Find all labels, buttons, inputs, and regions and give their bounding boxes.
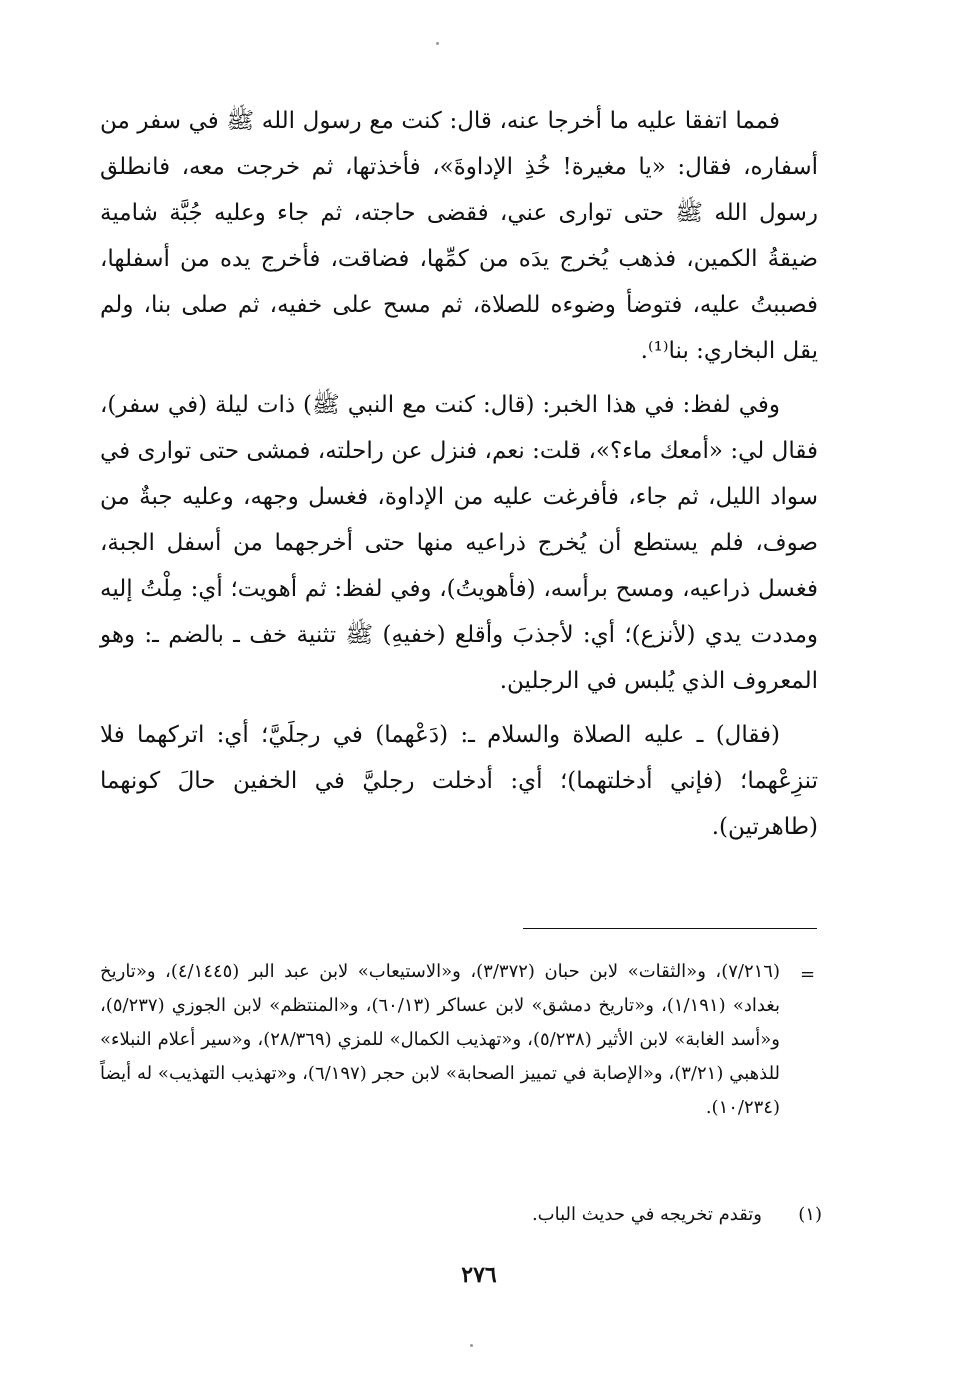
footnote-1-text: وتقدم تخريجه في حديث الباب.: [531, 1204, 762, 1225]
scan-speck: [470, 1344, 473, 1347]
main-text: [100, 98, 818, 858]
footnote-separator: [523, 928, 817, 929]
page-number: ٢٧٦: [461, 1262, 497, 1288]
footnote-continuation: (٧/٢١٦)، و«الثقات» لابن حبان (٣/٣٧٢)، و«الاستيعاب» لابن عبد البر (٤/١٤٤٥)، و«تاريخ بغداد» (١/١٩١)، و«تاريخ دمشق» لابن عساكر (٦٠/١٣)، و«المنتظم» لابن الجوزي (٥/٢٣٧)، و«أسد الغابة» لابن الأثير (٥/٢٣٨)، و«تهذيب الكمال» للمزي (٢٨/٣٦٩)، و«سير أعلام النبلاء» للذهبي (٣/٢١)، و«الإصابة في تمييز الصحابة» لابن حجر (٦/١٩٧)، و«تهذيب التهذيب» له أيضاً (١٠/٢٣٤).: [100, 961, 781, 1118]
paragraph-1: فمما اتفقا عليه ما أخرجا عنه، قال: كنت مع رسول الله ﷺ في سفر من أسفاره، فقال: «يا مغيرة! خُذِ الإداوةَ»، فأخذتها، ثم خرجت معه، فانطلق رسول الله ﷺ حتى توارى عني، فقضى حاجته، ثم جاء وعليه جُبَّة شامية ضيقةُ الكمين، فذهب يُخرج يدَه من كمِّها، فضاقت، فأخرج يده من أسفلها، فصببتُ عليه، فتوضأ وضوءه للصلاة، ثم مسح على خفيه، ثم صلى بنا، ولم يقل البخاري: بنا⁽¹⁾.: [100, 108, 818, 364]
footnote-1-number: (١): [798, 1204, 822, 1225]
paragraph-2: وفي لفظ: في هذا الخبر: (قال: كنت مع النبي ﷺ) ذات ليلة (في سفر)، فقال لي: «أمعك ماء؟»، قلت: نعم، فنزل عن راحلته، فمشى حتى توارى في سواد الليل، ثم جاء، فأفرغت عليه من الإداوة، فغسل وجهه، وعليه جبةٌ من صوف، فلم يستطع أن يُخرج ذراعيه منها حتى أخرجهما من أسفل الجبة، فغسل ذراعيه، ومسح برأسه، (فأهويتُ)، وفي لفظ: ثم أهويت؛ أي: مِلْتُ إليه ومددت يدي (لأنزع)؛ أي: لأجذبَ وأقلع (خفيهِ) ﷺ تثنية خف ـ بالضم ـ: وهو المعروف الذي يُلبس في الرجلين.: [100, 392, 818, 694]
scan-speck: [436, 42, 439, 45]
footnote-continuation-marker: =: [800, 964, 816, 985]
paragraph-3: (فقال) ـ عليه الصلاة والسلام ـ: (دَعْهما) في رجلَيَّ؛ أي: اتركهما فلا تنزِعْهما؛ (فإني أدخلتهما)؛ أي: أدخلت رجليَّ في الخفين حالَ كونهما (طاهرتين).: [100, 722, 818, 840]
